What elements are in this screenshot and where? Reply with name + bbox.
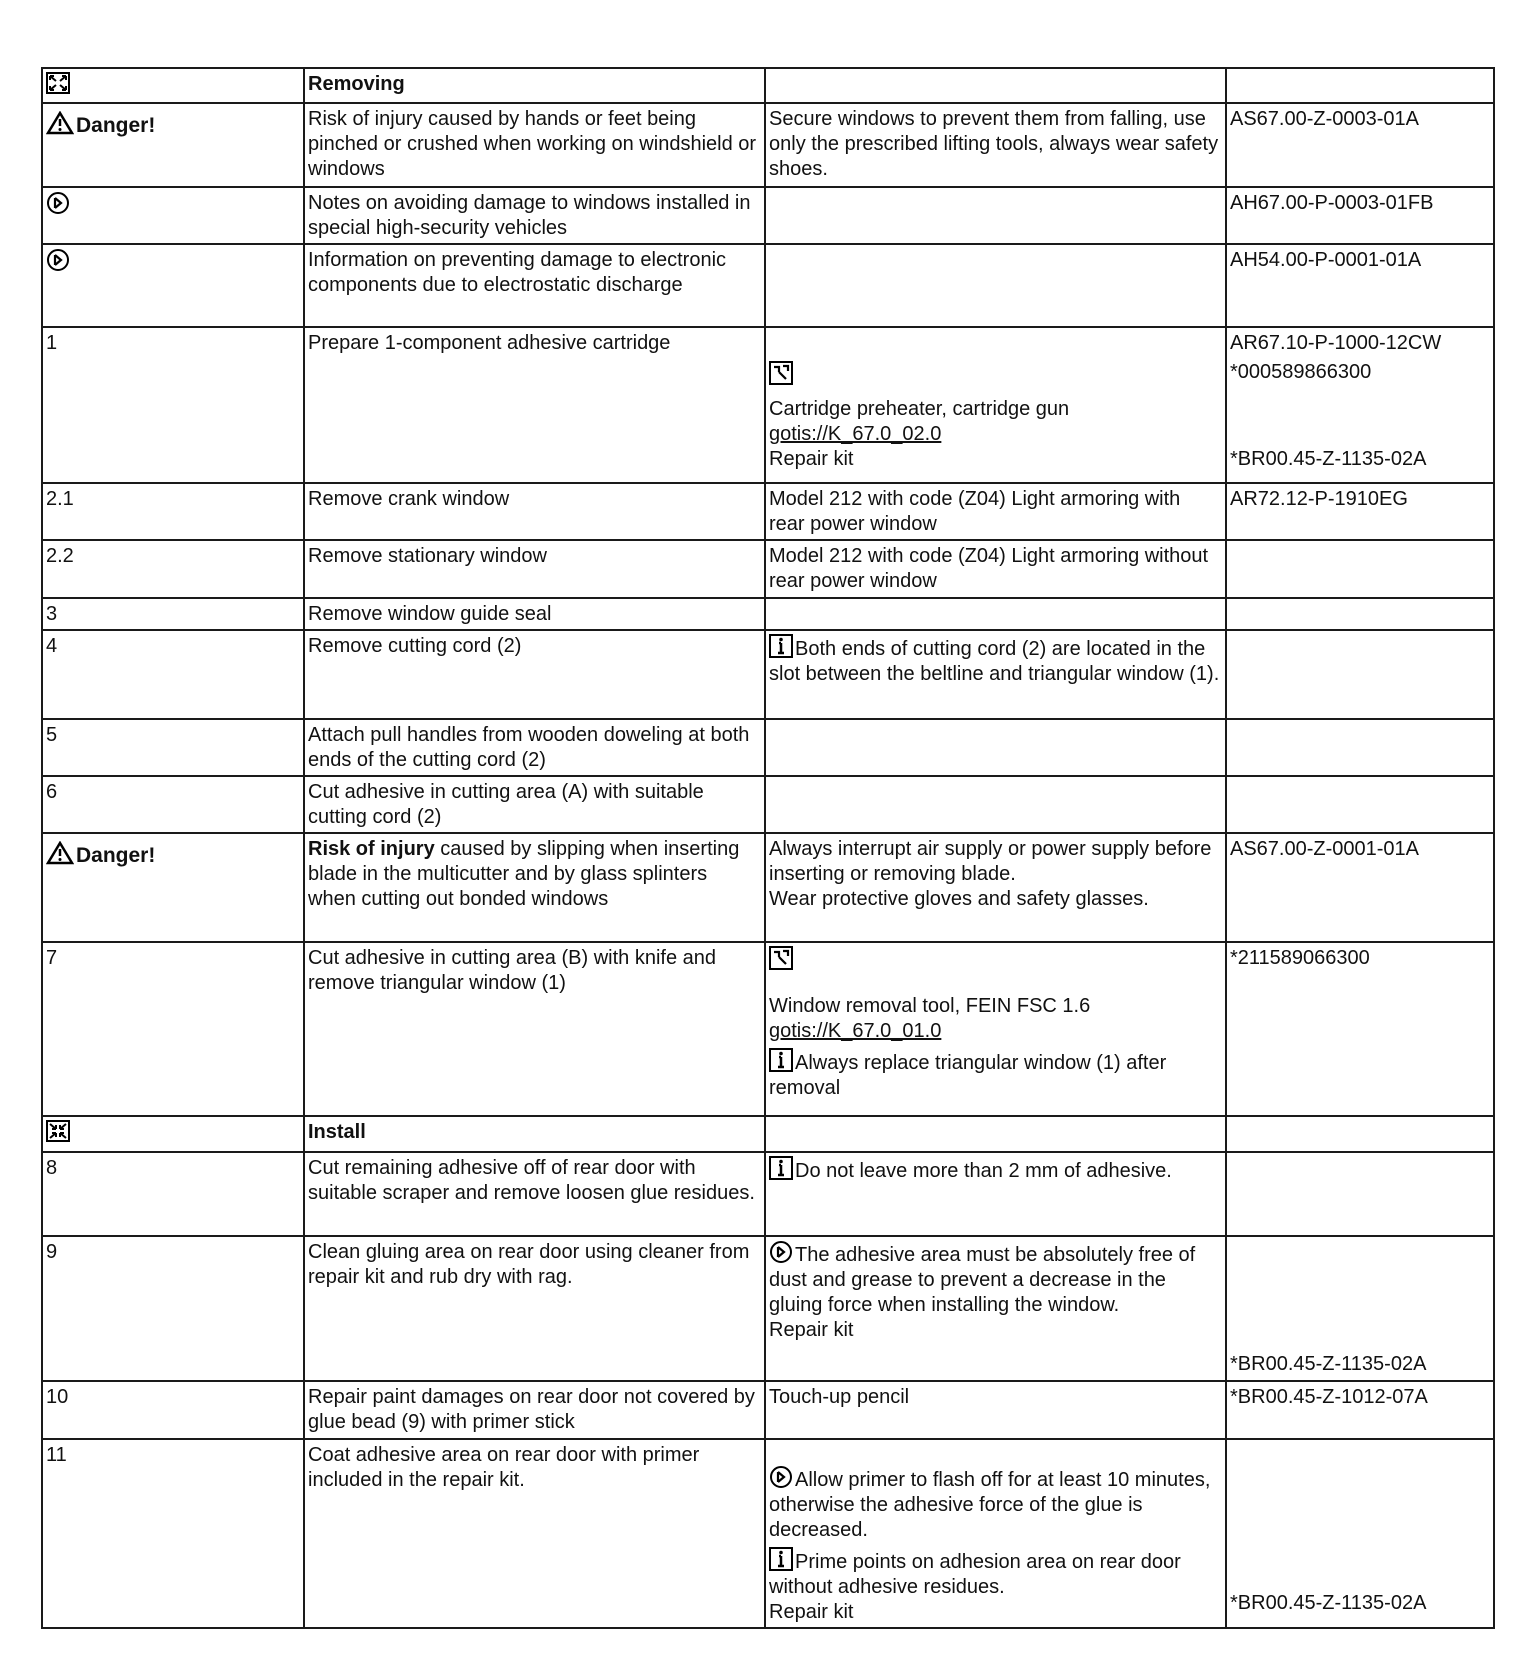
kit-part-number: *BR00.45-Z-1135-02A	[1230, 448, 1427, 470]
kit-name: Repair kit	[769, 1601, 854, 1623]
reference-code[interactable]: AR67.10-P-1000-12CW	[1230, 332, 1442, 354]
description-cell	[304, 942, 765, 1116]
description-text: Remove crank window	[308, 488, 510, 510]
note-cell	[765, 719, 1226, 776]
table-row	[42, 483, 1494, 540]
expand-icon	[46, 72, 70, 94]
note-text: Both ends of cutting cord (2) are located in the slot between the beltline and triangular window (1).	[769, 638, 1220, 685]
note-text: Model 212 with code (Z04) Light armoring without rear power window	[769, 545, 1209, 592]
table-row	[42, 942, 1494, 1116]
notice-icon	[46, 248, 70, 272]
description-cell	[304, 833, 765, 942]
description-cell	[304, 1381, 765, 1439]
kit-name: Repair kit	[769, 448, 854, 470]
description-cell	[304, 598, 765, 630]
kit-part-number: *BR00.45-Z-1135-02A	[1230, 1592, 1427, 1614]
note-text: Always replace triangular window (1) after removal	[769, 1052, 1167, 1099]
reference-code[interactable]: AH67.00-P-0003-01FB	[1230, 192, 1434, 214]
step-cell	[42, 187, 304, 244]
note-cell	[765, 540, 1226, 598]
description-text: Cut adhesive in cutting area (B) with knife and remove triangular window (1)	[308, 947, 716, 994]
table-row	[42, 776, 1494, 833]
table-row	[42, 1236, 1494, 1381]
step-number: 6	[46, 781, 58, 803]
table-row	[42, 187, 1494, 244]
info-icon	[769, 634, 793, 658]
note-cell	[765, 244, 1226, 327]
note-text: The adhesive area must be absolutely free of dust and grease to prevent a decrease in the gluing force when installing the window.	[769, 1244, 1196, 1316]
reference-cell[interactable]	[1226, 833, 1494, 942]
step-cell	[42, 1116, 304, 1152]
description-text: Cut adhesive in cutting area (A) with suitable cutting cord (2)	[308, 781, 704, 828]
note-cell	[765, 942, 1226, 1116]
table-row	[42, 598, 1494, 630]
step-number: 8	[46, 1157, 58, 1179]
description-text: Coat adhesive area on rear door with primer included in the repair kit.	[308, 1444, 700, 1491]
step-cell	[42, 1152, 304, 1236]
reference-code[interactable]: AH54.00-P-0001-01A	[1230, 249, 1422, 271]
reference-cell	[1226, 942, 1494, 1116]
description-text: Cut remaining adhesive off of rear door with suitable scraper and remove loosen glue residues.	[308, 1157, 755, 1204]
tool-part-number: *000589866300	[1230, 361, 1372, 383]
warning-icon	[46, 111, 74, 135]
table-row	[42, 103, 1494, 187]
note-text: Allow primer to flash off for at least 10 minutes, otherwise the adhesive force of the glue is decreased.	[769, 1469, 1211, 1541]
reference-cell	[1226, 1152, 1494, 1236]
step-number: 2.2	[46, 545, 74, 567]
description-text: Remove stationary window	[308, 545, 547, 567]
note-text-2: Wear protective gloves and safety glasses.	[769, 888, 1149, 910]
tool-name: Cartridge preheater, cartridge gun	[769, 398, 1070, 420]
reference-cell	[1226, 1439, 1494, 1628]
description-cell	[304, 719, 765, 776]
step-cell	[42, 833, 304, 942]
description-text: Clean gluing area on rear door using cleaner from repair kit and rub dry with rag.	[308, 1241, 750, 1288]
warning-icon	[46, 841, 74, 865]
step-number: 9	[46, 1241, 58, 1263]
notice-icon	[769, 1465, 793, 1489]
description-text: Information on preventing damage to electronic components due to electrostatic discharge	[308, 249, 727, 296]
reference-cell	[1226, 1381, 1494, 1439]
table-row	[42, 630, 1494, 719]
description-cell	[304, 327, 765, 483]
reference-code[interactable]: AR72.12-P-1910EG	[1230, 488, 1408, 510]
kit-name: Repair kit	[769, 1319, 854, 1341]
description-bold-text: Risk of injury	[308, 838, 435, 860]
note-cell	[765, 68, 1226, 103]
step-cell	[42, 483, 304, 540]
tool-link[interactable]: gotis://K_67.0_01.0	[769, 1020, 942, 1042]
note-cell	[765, 833, 1226, 942]
step-cell	[42, 1439, 304, 1628]
reference-cell[interactable]	[1226, 483, 1494, 540]
note-text-2: Prime points on adhesion area on rear door without adhesive residues.	[769, 1551, 1181, 1598]
step-cell	[42, 1236, 304, 1381]
description-cell	[304, 68, 765, 103]
tool-link[interactable]: gotis://K_67.0_02.0	[769, 423, 942, 445]
reference-cell	[1226, 719, 1494, 776]
note-text: Touch-up pencil	[769, 1386, 910, 1408]
note-cell	[765, 103, 1226, 187]
special-tool-icon	[769, 946, 793, 970]
step-cell	[42, 1381, 304, 1439]
danger-label: Danger!	[76, 844, 156, 867]
note-cell	[765, 187, 1226, 244]
table-row	[42, 719, 1494, 776]
reference-cell	[1226, 327, 1494, 483]
reference-cell	[1226, 630, 1494, 719]
description-text: Remove window guide seal	[308, 603, 552, 625]
reference-code[interactable]: AS67.00-Z-0001-01A	[1230, 838, 1420, 860]
step-cell	[42, 103, 304, 187]
note-cell	[765, 1116, 1226, 1152]
table-row	[42, 1381, 1494, 1439]
step-cell	[42, 540, 304, 598]
reference-cell	[1226, 68, 1494, 103]
note-cell	[765, 630, 1226, 719]
reference-cell	[1226, 598, 1494, 630]
reference-code[interactable]: AS67.00-Z-0003-01A	[1230, 108, 1420, 130]
note-text: Always interrupt air supply or power supply before inserting or removing blade.	[769, 838, 1212, 885]
step-number: 11	[46, 1444, 67, 1466]
note-cell	[765, 1236, 1226, 1381]
table-row	[42, 327, 1494, 483]
step-cell	[42, 776, 304, 833]
description-text: Remove cutting cord (2)	[308, 635, 522, 657]
description-cell	[304, 1116, 765, 1152]
step-number: 2.1	[46, 488, 74, 510]
description-cell	[304, 1439, 765, 1628]
step-cell	[42, 598, 304, 630]
step-number: 10	[46, 1386, 69, 1408]
reference-cell[interactable]	[1226, 244, 1494, 327]
description-cell	[304, 244, 765, 327]
note-cell	[765, 483, 1226, 540]
table-row	[42, 540, 1494, 598]
description-cell	[304, 540, 765, 598]
description-cell	[304, 776, 765, 833]
step-cell	[42, 68, 304, 103]
table-row	[42, 244, 1494, 327]
part-number: *BR00.45-Z-1012-07A	[1230, 1386, 1428, 1408]
table-row	[42, 1116, 1494, 1152]
reference-cell	[1226, 776, 1494, 833]
install-icon	[46, 1120, 70, 1142]
info-icon	[769, 1048, 793, 1072]
table-row	[42, 1152, 1494, 1236]
description-text: Risk of injury caused by hands or feet being pinched or crushed when working on windshield or windows	[308, 108, 757, 180]
note-cell	[765, 1152, 1226, 1236]
note-cell	[765, 327, 1226, 483]
description-text: Notes on avoiding damage to windows installed in special high-security vehicles	[308, 192, 751, 239]
step-cell	[42, 327, 304, 483]
step-number: 1	[46, 332, 58, 354]
reference-cell	[1226, 540, 1494, 598]
step-cell	[42, 630, 304, 719]
notice-icon	[769, 1240, 793, 1264]
step-number: 4	[46, 635, 58, 657]
reference-cell[interactable]	[1226, 187, 1494, 244]
note-text: Model 212 with code (Z04) Light armoring with rear power window	[769, 488, 1181, 535]
description-text: Repair paint damages on rear door not covered by glue bead (9) with primer stick	[308, 1386, 755, 1433]
table-row	[42, 68, 1494, 103]
description-text: caused by slipping when inserting blade in the multicutter and by glass splinters when cutting out bonded windows	[308, 838, 740, 910]
description-cell	[304, 483, 765, 540]
section-title: Install	[308, 1121, 366, 1143]
step-cell	[42, 244, 304, 327]
description-cell	[304, 630, 765, 719]
tool-name: Window removal tool, FEIN FSC 1.6	[769, 995, 1091, 1017]
info-icon	[769, 1156, 793, 1180]
description-text: Prepare 1-component adhesive cartridge	[308, 332, 671, 354]
note-text: Secure windows to prevent them from falling, use only the prescribed lifting tools, always wear safety shoes.	[769, 108, 1219, 180]
reference-cell[interactable]	[1226, 103, 1494, 187]
table-row	[42, 833, 1494, 942]
kit-part-number: *BR00.45-Z-1135-02A	[1230, 1353, 1427, 1375]
tool-part-number: *211589066300	[1230, 947, 1370, 969]
note-cell	[765, 1439, 1226, 1628]
table-row	[42, 1439, 1494, 1628]
step-number: 5	[46, 724, 58, 746]
step-number: 3	[46, 603, 58, 625]
danger-label: Danger!	[76, 114, 156, 137]
note-cell	[765, 776, 1226, 833]
info-icon	[769, 1547, 793, 1571]
reference-cell	[1226, 1116, 1494, 1152]
reference-cell	[1226, 1236, 1494, 1381]
notice-icon	[46, 191, 70, 215]
note-cell	[765, 1381, 1226, 1439]
step-cell	[42, 719, 304, 776]
description-cell	[304, 1236, 765, 1381]
description-text: Attach pull handles from wooden doweling at both ends of the cutting cord (2)	[308, 724, 750, 771]
section-title: Removing	[308, 73, 405, 95]
step-number: 7	[46, 947, 58, 969]
note-text: Do not leave more than 2 mm of adhesive.	[795, 1160, 1172, 1182]
description-cell	[304, 1152, 765, 1236]
step-cell	[42, 942, 304, 1116]
description-cell	[304, 103, 765, 187]
procedure-table	[41, 67, 1495, 1629]
special-tool-icon	[769, 361, 793, 385]
description-cell	[304, 187, 765, 244]
note-cell	[765, 598, 1226, 630]
